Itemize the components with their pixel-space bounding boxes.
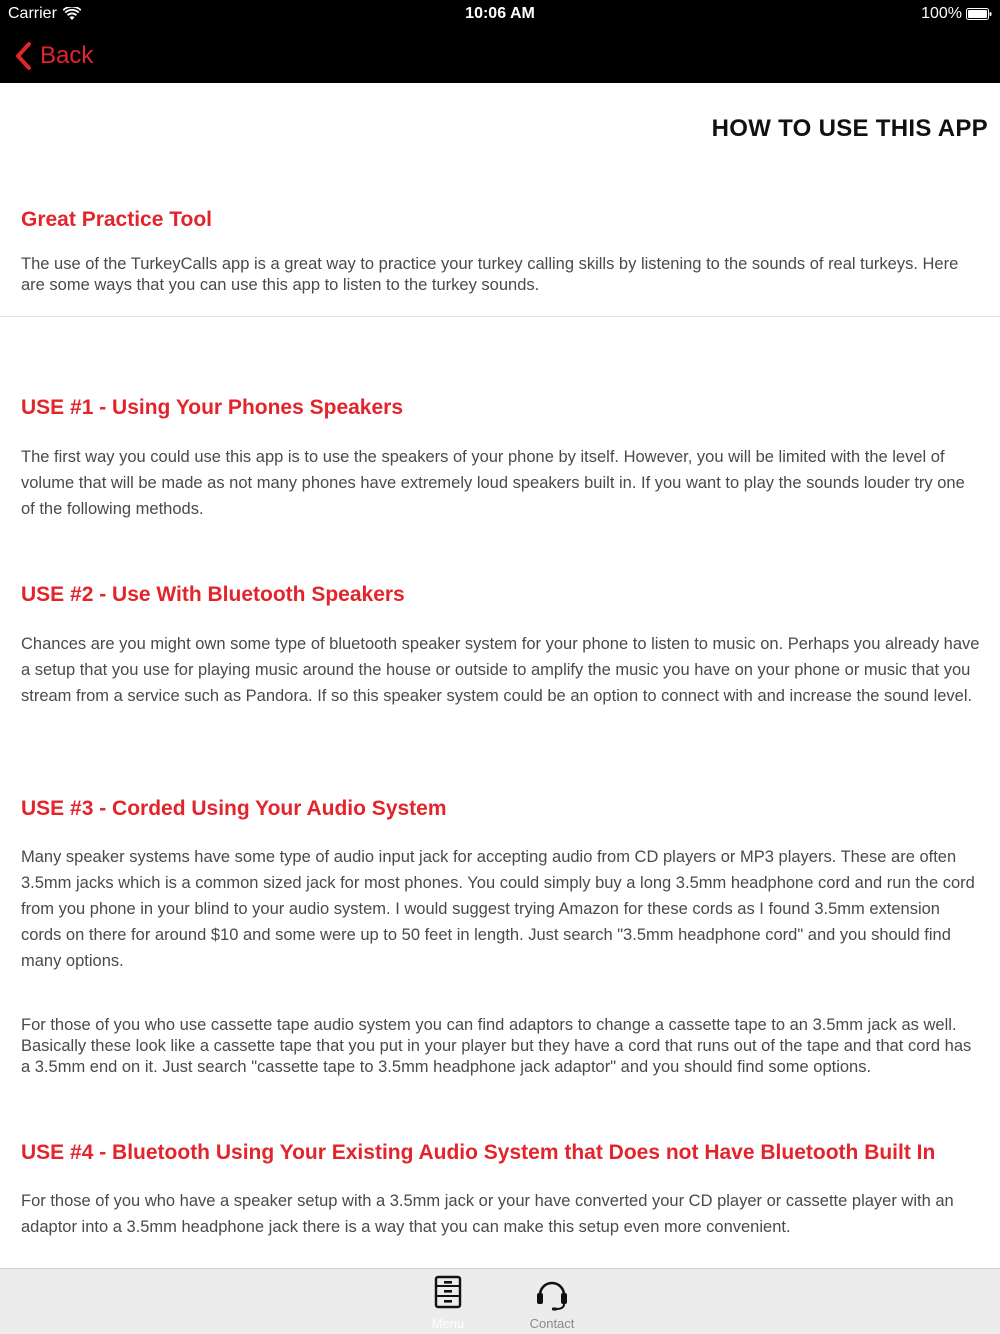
section-paragraph: Chances are you might own some type of bluetooth speaker system for your phone to listen to music on. Perhaps you already have a setup that you use for playing music around the house or outside to amplify the music you have on your phone or music that you stream from a service such as Pandora. If so this speaker system could be an option to connect with and increase the sound level. [21,635,980,705]
section-paragraph: Many speaker systems have some type of audio input jack for accepting audio from CD players or MP3 players. These are often 3.5mm jacks which is a common sized jack for most phones. You could simply buy a long 3.5mm headphone cord and run the cord from you phone in your blind to your audio system. I would suggest trying Amazon for these cords as I found 3.5mm extension cords on there for around $10 and some were up to 50 feet in length. Just search "3.5mm headphone cord" and you should find many options. [21,848,975,970]
section-heading: USE #1 - Using Your Phones Speakers [21,396,404,419]
headset-icon [532,1273,572,1313]
status-time: 10:06 AM [465,5,535,22]
tab-contact[interactable] [512,1273,592,1333]
divider [0,316,1000,317]
tab-bar [0,1268,1000,1334]
section-paragraph: The first way you could use this app is to use the speakers of your phone by itself. However, you will be limited with the level of volume that will be made as not many phones have extremely loud speakers built in. If you want to play the sounds louder try one of the following methods. [21,448,965,518]
battery-icon [966,8,992,20]
chevron-left-icon [14,42,32,70]
status-battery [921,4,992,24]
back-label: Back [40,42,94,69]
file-cabinet-icon [428,1273,468,1313]
section-paragraph: For those of you who have a speaker setup with a 3.5mm jack or your have converted your CD player or cassette player with an adaptor into a 3.5mm headphone jack there is a way that you can make this setup even more convenient. [21,1192,954,1236]
top-bar [0,0,1000,83]
carrier-label: Carrier [8,5,57,22]
back-button[interactable] [14,40,93,72]
section-heading: USE #4 - Bluetooth Using Your Existing Audio System that Does not Have Bluetooth Built In [21,1141,936,1164]
section-paragraph: The use of the TurkeyCalls app is a great way to practice your turkey calling skills by listening to the sounds of real turkeys. Here are some ways that you can use this app to listen to the turkey sounds. [21,255,959,294]
section-heading: Great Practice Tool [21,208,213,231]
section-heading: USE #3 - Corded Using Your Audio System [21,797,447,820]
section-heading: USE #2 - Use With Bluetooth Speakers [21,583,405,606]
section-paragraph: For those of you who use cassette tape audio system you can find adaptors to change a cassette tape to an 3.5mm jack as well. Basically these look like a cassette tape that you put in your player but they have a cord that runs out of the tape and that cord has a 3.5mm end on it. Just search "cassette tape to 3.5mm headphone jack adaptor" and you should find some options. [21,1016,972,1076]
tab-menu[interactable] [408,1273,488,1333]
page-title: HOW TO USE THIS APP [711,115,988,142]
tab-menu-label: Menu [431,1316,465,1331]
content-scroll-area[interactable] [0,83,1000,1268]
tab-contact-label: Contact [529,1316,575,1331]
battery-percent: 100% [921,5,962,22]
